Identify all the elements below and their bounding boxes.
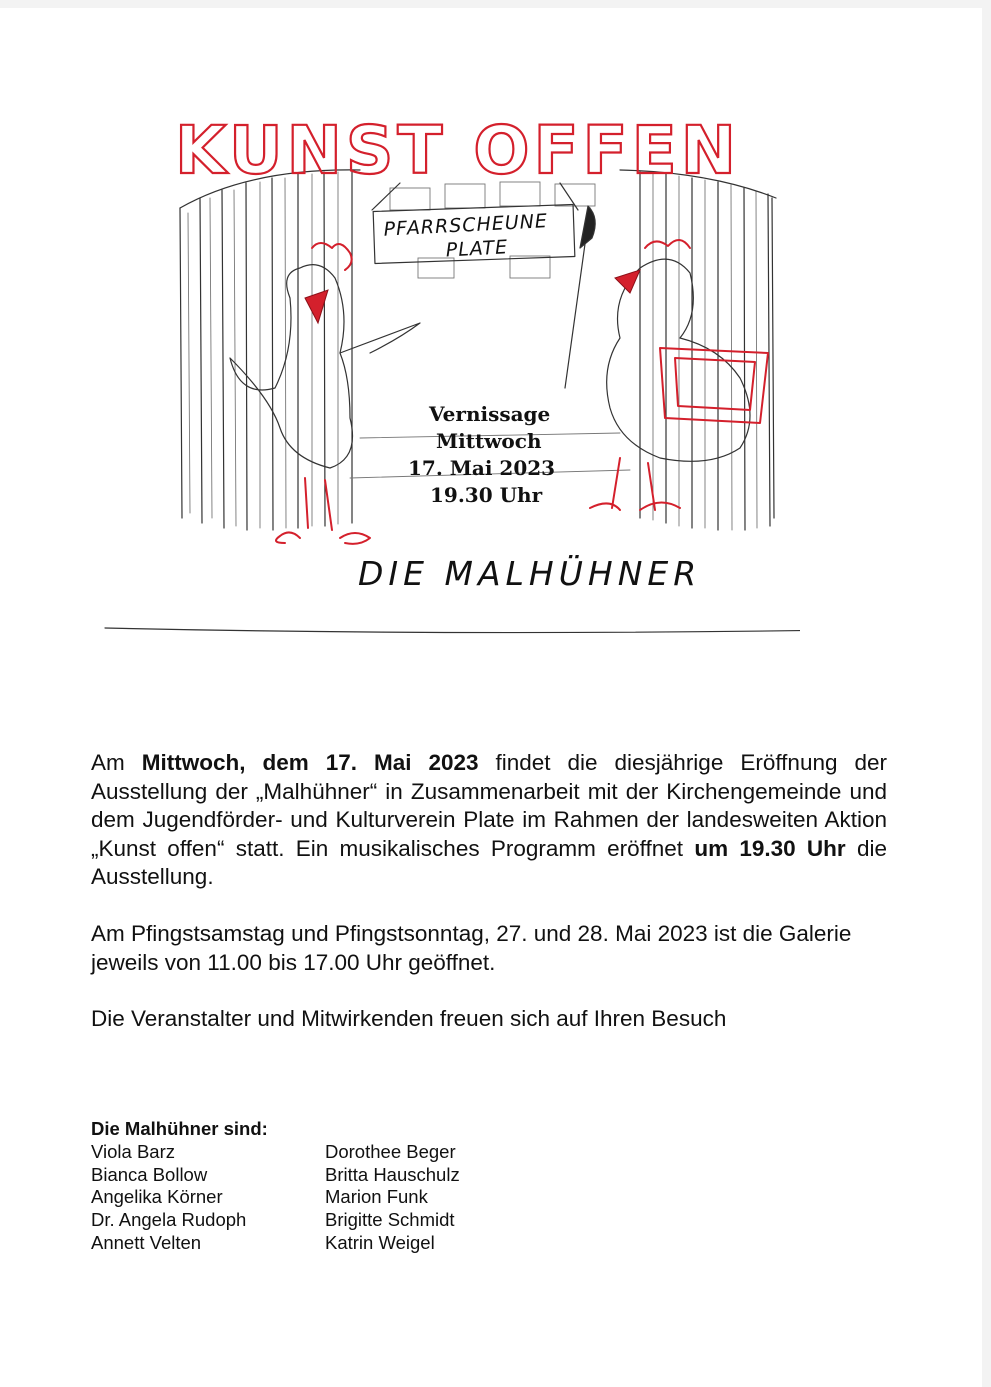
vernissage-line-2: Mittwoch (436, 429, 542, 453)
member-name: Brigitte Schmidt (325, 1209, 455, 1231)
paragraph-opening-hours: Am Pfingstsamstag und Pfingstsonntag, 27. und 28. Mai 2023 ist die Galerie jeweils von 11.00 bis 17.00 Uhr geöffnet. (91, 921, 852, 975)
paragraph-opening (91, 749, 887, 892)
barn-wall-left (180, 170, 360, 530)
member-name: Dorothee Beger (325, 1140, 456, 1162)
paragraph-closing: Die Veranstalter und Mitwirkenden freuen sich auf Ihren Besuch (91, 1006, 727, 1031)
sign-line-1: PFARRSCHEUNE (383, 210, 549, 241)
member-name: Dr. Angela Rudoph (91, 1209, 247, 1231)
group-name: DIE MALHÜHNER (358, 554, 702, 593)
ground-line (105, 628, 800, 633)
members-column-left (91, 1141, 325, 1255)
members-heading: Die Malhühner sind: (91, 1118, 268, 1139)
members-columns (91, 1141, 591, 1255)
paragraph-text: Am (91, 750, 142, 775)
hand-drawn-poster (100, 98, 800, 638)
paragraph-text: findet die diesjährige Eröffnung der Ausstellung der „Malhühner“ in Zusammenarbeit mit der Kirchengemeinde und dem Jugendförder- und Kulturverein Plate im Rahmen der landesweiten Aktion „Kunst offen“ statt. Ein musikalisches Programm eröffnet (91, 750, 887, 861)
member-name: Angelika Körner (91, 1186, 223, 1208)
poster-illustration (100, 98, 800, 638)
member-name: Britta Hauschulz (325, 1163, 460, 1185)
member-name: Marion Funk (325, 1186, 428, 1208)
members-column-right (325, 1141, 460, 1255)
member-name: Annett Velten (91, 1231, 202, 1253)
vernissage-line-1: Vernissage (429, 402, 551, 426)
members-list (91, 1118, 591, 1255)
document-page (0, 8, 982, 1387)
hanging-sign (372, 183, 578, 263)
vernissage-line-4: 19.30 Uhr (430, 483, 543, 507)
paragraph-text: die Ausstellung. (91, 835, 887, 889)
sign-line-2: PLATE (445, 236, 509, 262)
member-name: Bianca Bollow (91, 1163, 208, 1185)
paragraph-bold-time: um 19.30 Uhr (694, 835, 846, 861)
poster-title: KUNST OFFEN (175, 112, 740, 189)
member-name: Viola Barz (91, 1140, 175, 1162)
vernissage-line-3: 17. Mai 2023 (408, 456, 556, 480)
member-name: Katrin Weigel (325, 1231, 435, 1253)
paragraph-bold-date: Mittwoch, dem 17. Mai 2023 (141, 750, 479, 775)
